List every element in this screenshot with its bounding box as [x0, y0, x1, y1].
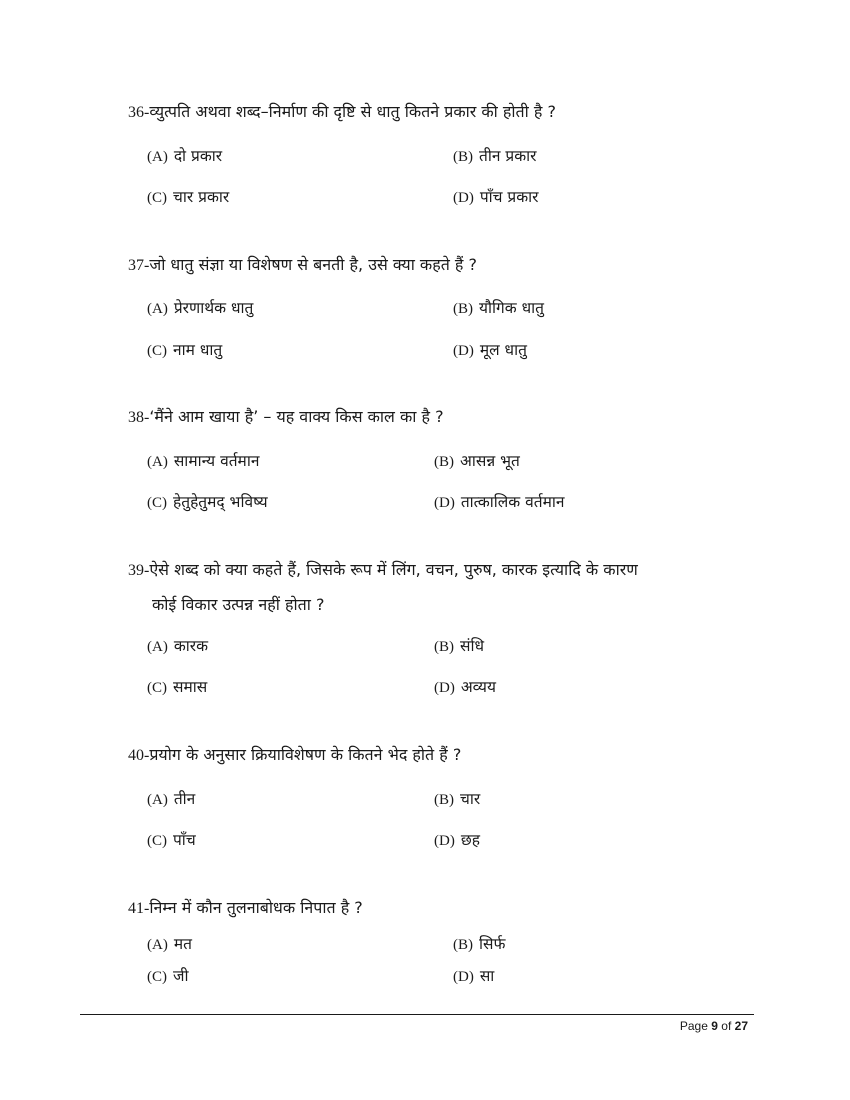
question-text: व्युत्पति अथवा शब्द–निर्माण की दृष्टि से धातु कितने प्रकार की होती है ? — [149, 102, 556, 121]
option-c: (C) चार प्रकार — [147, 188, 230, 206]
option-b: (B) चार — [434, 790, 481, 808]
question-stem — [128, 400, 750, 435]
question-stem — [128, 553, 750, 588]
option-c: (C) नाम धातु — [147, 341, 223, 359]
option-c: (C) हेतुहेतुमद् भविष्य — [147, 493, 268, 511]
option-a: (A) प्रेरणार्थक धातु — [147, 299, 254, 317]
question-number: 37- — [128, 257, 150, 274]
question-number: 40- — [128, 747, 150, 764]
option-a: (A) सामान्य वर्तमान — [147, 452, 260, 470]
option-a: (A) कारक — [147, 637, 208, 655]
question-text: जो धातु संज्ञा या विशेषण से बनती है, उसे क्या कहते हैं ? — [149, 255, 477, 274]
question-number: 41- — [128, 900, 150, 917]
question-stem-continued: कोई विकार उत्पन्न नहीं होता ? — [152, 595, 325, 614]
question-number: 38- — [128, 409, 150, 426]
option-d: (D) अव्यय — [434, 678, 496, 696]
question-37 — [128, 248, 750, 283]
question-stem — [128, 738, 750, 773]
question-41 — [128, 891, 750, 926]
question-36 — [128, 95, 750, 130]
question-stem — [128, 891, 750, 926]
option-b: (B) तीन प्रकार — [453, 147, 537, 165]
question-text: निम्न में कौन तुलनाबोधक निपात है ? — [149, 898, 363, 917]
option-c: (C) पाँच — [147, 831, 196, 849]
question-40 — [128, 738, 750, 773]
question-text: ‘मैंने आम खाया है’ – यह वाक्य किस काल का है ? — [149, 407, 444, 426]
question-number: 39- — [128, 562, 150, 579]
option-c: (C) समास — [147, 678, 208, 696]
option-d: (D) तात्कालिक वर्तमान — [434, 493, 565, 511]
option-c: (C) जी — [147, 967, 189, 985]
page-number: Page 9 of 27 — [679, 1019, 748, 1033]
question-text: प्रयोग के अनुसार क्रियाविशेषण के कितने भेद होते हैं ? — [149, 745, 462, 764]
option-d: (D) छह — [434, 831, 480, 849]
option-d: (D) मूल धातु — [453, 341, 527, 359]
footer-divider — [80, 1014, 754, 1015]
option-b: (B) सिर्फ — [453, 935, 506, 953]
option-a: (A) मत — [147, 935, 192, 953]
question-38 — [128, 400, 750, 435]
question-text: ऐसे शब्द को क्या कहते हैं, जिसके रूप में लिंग, वचन, पुरुष, कारक इत्यादि के कारण — [149, 560, 638, 579]
question-39 — [128, 553, 750, 622]
option-a: (A) तीन — [147, 790, 196, 808]
option-d: (D) सा — [453, 967, 495, 985]
question-stem — [128, 95, 750, 130]
question-number: 36- — [128, 104, 150, 121]
question-stem — [128, 248, 750, 283]
option-b: (B) आसन्न भूत — [434, 452, 520, 470]
option-b: (B) यौगिक धातु — [453, 299, 544, 317]
option-b: (B) संधि — [434, 637, 485, 655]
option-d: (D) पाँच प्रकार — [453, 188, 539, 206]
option-a: (A) दो प्रकार — [147, 147, 223, 165]
